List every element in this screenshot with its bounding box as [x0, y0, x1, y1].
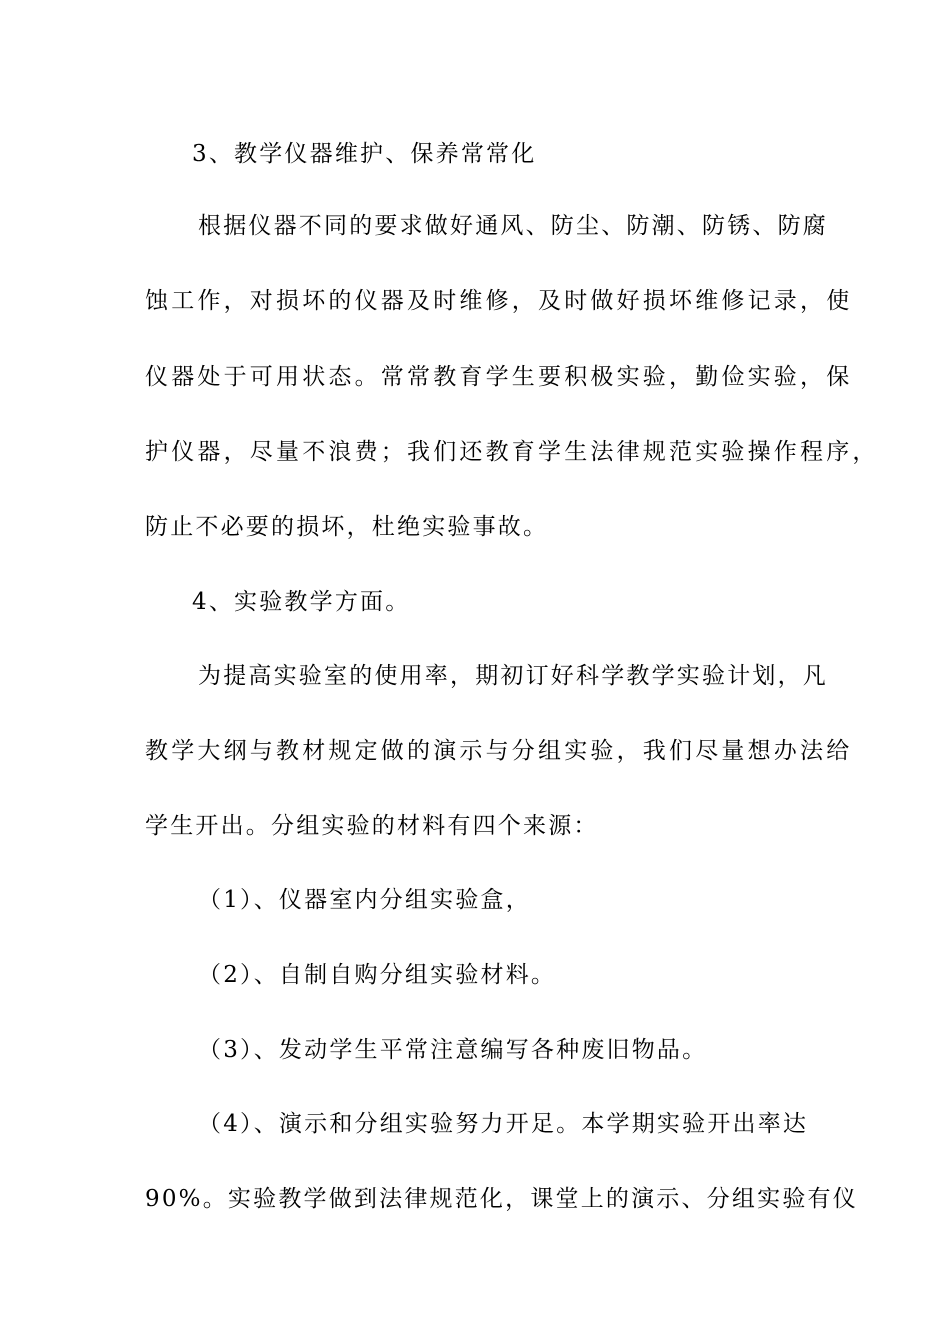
paragraph-line: 学生开出。分组实验的材料有四个来源：: [145, 813, 599, 839]
list-item: （2）、自制自购分组实验材料。: [198, 962, 557, 988]
paragraph-line: 防止不必要的损坏，杜绝实验事故。: [145, 514, 549, 540]
heading-3: 3、教学仪器维护、保养常常化: [192, 141, 537, 167]
heading-4: 4、实验教学方面。: [192, 589, 411, 615]
paragraph-line: 仪器处于可用状态。常常教育学生要积极实验，勤俭实验，保: [145, 364, 853, 390]
list-item: （4）、演示和分组实验努力开足。本学期实验开出率达: [198, 1111, 809, 1137]
list-item: （3）、发动学生平常注意编写各种废旧物品。: [198, 1037, 708, 1063]
paragraph-line: 护仪器，尽量不浪费；我们还教育学生法律规范实验操作程序，: [145, 439, 879, 465]
paragraph-line: 为提高实验室的使用率，期初订好科学教学实验计划，凡: [198, 663, 828, 689]
list-item: （1）、仪器室内分组实验盒，: [198, 887, 531, 913]
paragraph-line: 蚀工作，对损坏的仪器及时维修，及时做好损坏维修记录，使: [145, 288, 853, 314]
paragraph-line: 教学大纲与教材规定做的演示与分组实验，我们尽量想办法给: [145, 738, 853, 764]
paragraph-line: 根据仪器不同的要求做好通风、防尘、防潮、防锈、防腐: [198, 213, 828, 239]
paragraph-line: 90%。实验教学做到法律规范化，课堂上的演示、分组实验有仪: [145, 1186, 858, 1212]
